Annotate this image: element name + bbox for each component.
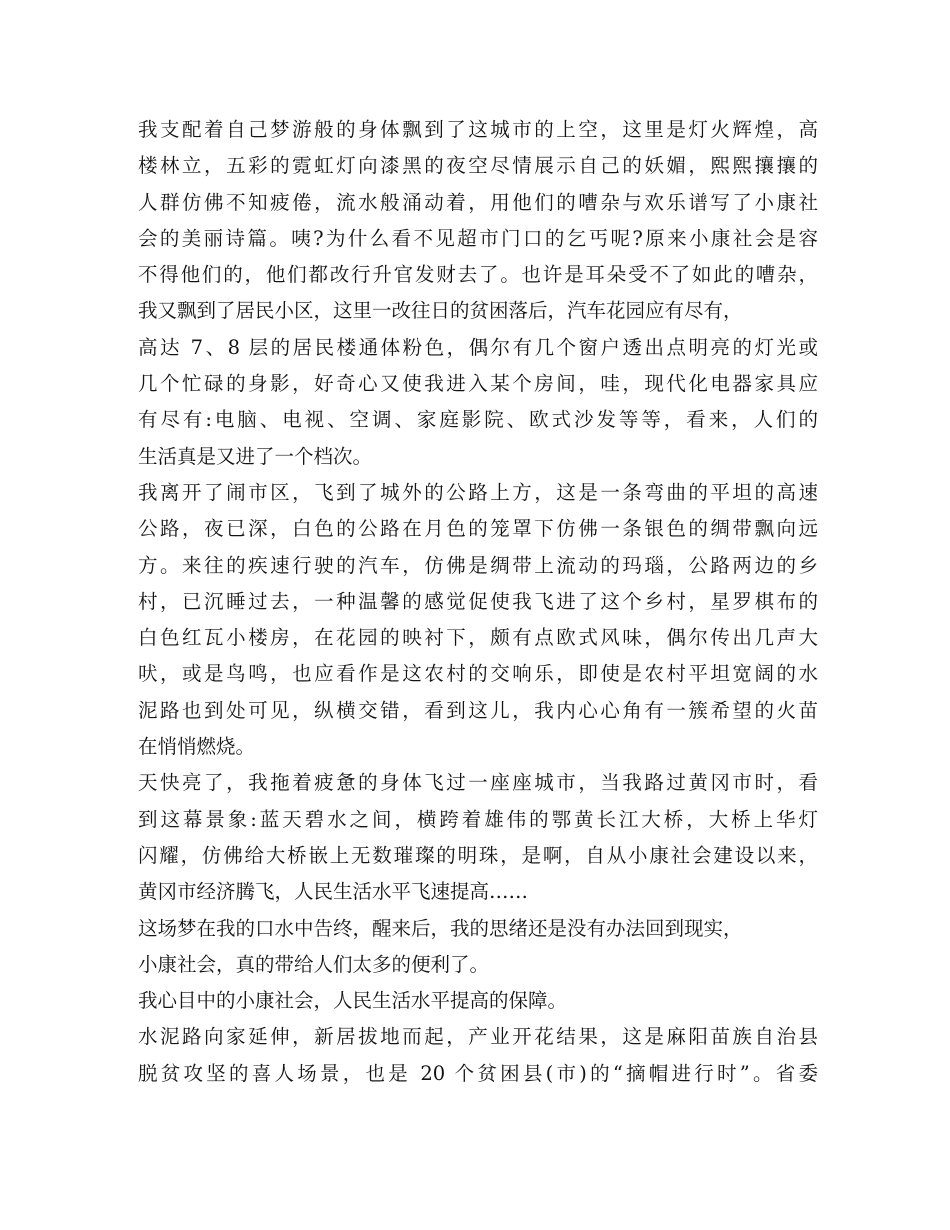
text-line: 我支配着自己梦游般的身体飘到了这城市的上空，这里是灯火辉煌，高 bbox=[138, 118, 818, 141]
text-line: 小康社会，真的带给人们太多的便利了。 bbox=[138, 952, 490, 976]
text-line: 白色红瓦小楼房，在花园的映衬下，颇有点欧式风味，偶尔传出几声大 bbox=[138, 626, 818, 650]
text-line: 吠，或是鸟鸣，也应看作是这农村的交响乐，即使是农村平坦宽阔的水 bbox=[138, 662, 818, 686]
text-line: 闪耀，仿佛给大桥嵌上无数璀璨的明珠，是啊，自从小康社会建设以来， bbox=[138, 843, 818, 867]
text-line: 村，已沉睡过去，一种温馨的感觉促使我飞进了这个乡村，星罗棋布的 bbox=[138, 589, 818, 613]
text-line: 公路，夜已深，白色的公路在月色的笼罩下仿佛一条银色的绸带飘向远 bbox=[138, 517, 818, 541]
text-line: 方。来往的疾速行驶的汽车，仿佛是绸带上流动的玛瑙，公路两边的乡 bbox=[138, 553, 818, 577]
text-line: 黄冈市经济腾飞，人民生活水平飞速提高…… bbox=[138, 880, 529, 904]
text-line: 到这幕景象:蓝天碧水之间，横跨着雄伟的鄂黄长江大桥，大桥上华灯 bbox=[138, 807, 818, 831]
text-line: 这场梦在我的口水中告终，醒来后，我的思绪还是没有办法回到现实， bbox=[138, 916, 743, 940]
text-line: 泥路也到处可见，纵横交错，看到这儿，我内心心角有一簇希望的火苗 bbox=[138, 698, 818, 722]
text-line: 人群仿佛不知疲倦，流水般涌动着，用他们的嘈杂与欢乐谱写了小康社 bbox=[138, 190, 818, 214]
text-line: 楼林立，五彩的霓虹灯向漆黑的夜空尽情展示自己的妖媚，熙熙攘攘的 bbox=[138, 154, 818, 178]
text-line: 会的美丽诗篇。咦?为什么看不见超市门口的乞丐呢?原来小康社会是容 bbox=[138, 226, 818, 250]
text-line: 天快亮了，我拖着疲惫的身体飞过一座座城市，当我路过黄冈市时，看 bbox=[138, 771, 818, 795]
document-body bbox=[138, 112, 818, 1092]
text-line: 不得他们的，他们都改行升官发财去了。也许是耳朵受不了如此的嘈杂， bbox=[138, 263, 818, 287]
text-line: 高达 7、8 层的居民楼通体粉色，偶尔有几个窗户透出点明亮的灯光或 bbox=[138, 335, 818, 359]
text-line: 我又飘到了居民小区，这里一改往日的贫困落后，汽车花园应有尽有， bbox=[138, 299, 743, 323]
text-line: 有尽有:电脑、电视、空调、家庭影院、欧式沙发等等，看来，人们的 bbox=[138, 408, 818, 432]
text-line: 我离开了闹市区，飞到了城外的公路上方，这是一条弯曲的平坦的高速 bbox=[138, 480, 818, 504]
text-line: 水泥路向家延伸，新居拔地而起，产业开花结果，这是麻阳苗族自治县 bbox=[138, 1025, 818, 1049]
text-line: 生活真是又进了一个档次。 bbox=[138, 444, 373, 468]
text-line: 我心目中的小康社会，人民生活水平提高的保障。 bbox=[138, 989, 568, 1013]
text-line: 脱贫攻坚的喜人场景，也是 20 个贫困县(市)的“摘帽进行时”。省委 bbox=[138, 1061, 818, 1085]
text-line: 在悄悄燃烧。 bbox=[138, 735, 256, 759]
text-line: 几个忙碌的身影，好奇心又使我进入某个房间，哇，现代化电器家具应 bbox=[138, 372, 818, 396]
